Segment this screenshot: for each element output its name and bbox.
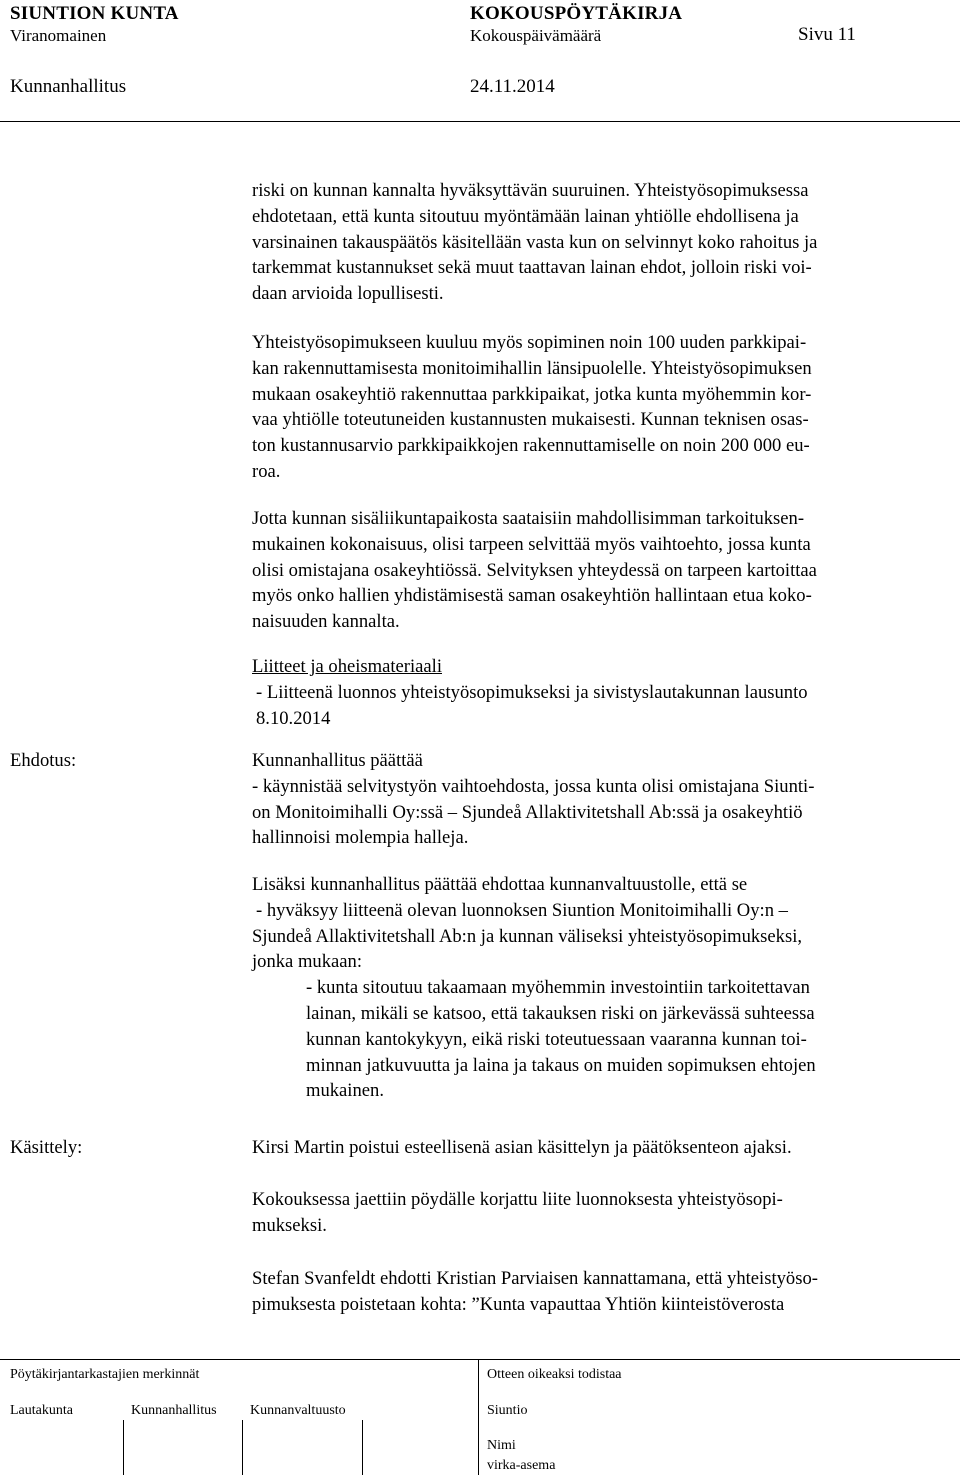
text-line: Yhteistyösopimukseen kuuluu myös sopiminen noin 100 uuden parkkipai-	[252, 332, 807, 353]
footer-body-council: Kunnanvaltuusto	[250, 1403, 346, 1418]
text-line: mukaan osakeyhtiö rakennuttaa parkkipaikat, jotka kunta myöhemmin kor-	[252, 383, 812, 405]
proposal-section	[252, 748, 952, 851]
text-line: Kirsi Martin poistui esteellisenä asian käsittelyn ja päätöksenteon ajaksi.	[252, 1137, 792, 1158]
attachments-title: Liitteet ja oheismateriaali	[252, 656, 442, 677]
page-number: Sivu 11	[798, 24, 856, 45]
text-line: olisi omistajana osakeyhtiössä. Selvityksen yhteydessä on tarpeen kartoittaa	[252, 559, 817, 581]
text-line: ton kustannusarvio parkkipaikkojen rakennuttamiselle on noin 200 000 eu-	[252, 435, 810, 457]
text-line: roa.	[252, 460, 281, 482]
organization-name: SIUNTION KUNTA	[10, 3, 179, 24]
text-line: kunnan kantokykyyn, eikä riski toteutuessaan vaaranna kunnan toi-	[306, 1028, 807, 1050]
meeting-date-value: 24.11.2014	[470, 76, 555, 97]
text-line: naisuuden kannalta.	[252, 611, 400, 633]
text-line: - käynnistää selvitystyön vaihtoehdosta, jossa kunta olisi omistajana Siunti-	[252, 775, 815, 797]
footer-cell-divider	[242, 1420, 243, 1475]
inspectors-notes-label: Pöytäkirjantarkastajien merkinnät	[10, 1367, 200, 1382]
handling-paragraph-3	[252, 1266, 952, 1318]
text-line: Jotta kunnan sisäliikuntapaikosta saataisiin mahdollisimman tarkoituksen-	[252, 508, 805, 529]
text-line: ehdotetaan, että kunta sitoutuu myöntämään lainan yhtiölle ehdollisena ja	[252, 205, 799, 227]
meeting-date-label: Kokouspäivämäärä	[470, 26, 602, 45]
text-line: pimuksesta poistetaan kohta: ”Kunta vapauttaa Yhtiön kiinteistöverosta	[252, 1293, 785, 1315]
footer-column-divider	[478, 1359, 479, 1475]
footer-body-municipal-board: Kunnanhallitus	[131, 1403, 217, 1418]
text-line: mukseksi.	[252, 1214, 327, 1236]
text-line: Stefan Svanfeldt ehdotti Kristian Parviaisen kannattamana, että yhteistyöso-	[252, 1268, 818, 1289]
text-line: tarkemmat kustannukset sekä muut taattavan lainan ehdot, jolloin riski voi-	[252, 257, 812, 279]
header-divider	[0, 121, 960, 122]
handling-label: Käsittely:	[10, 1137, 83, 1158]
footer-place: Siuntio	[487, 1403, 528, 1418]
footer-cell-divider	[362, 1420, 363, 1475]
text-line: kan rakennuttamisesta monitoimihallin länsipuolelle. Yhteistyösopimuksen	[252, 357, 812, 379]
text-line: jonka mukaan:	[252, 951, 362, 973]
text-line: daan arvioida lopullisesti.	[252, 283, 444, 305]
paragraph-parking	[252, 330, 952, 485]
handling-paragraph-1	[252, 1135, 952, 1161]
footer-body-board: Lautakunta	[10, 1403, 73, 1418]
footer-name-label: Nimi	[487, 1438, 516, 1453]
text-line: on Monitoimihalli Oy:ssä – Sjundeå Allaktivitetshall Ab:ssä ja osakeyhtiö	[252, 801, 803, 823]
authority-value: Kunnanhallitus	[10, 76, 127, 97]
text-line: - hyväksyy liitteenä olevan luonnoksen Siuntion Monitoimihalli Oy:n –	[256, 899, 788, 921]
proposal-label: Ehdotus:	[10, 750, 77, 771]
document-type: KOKOUSPÖYTÄKIRJA	[470, 3, 683, 24]
text-line: hallinnoisi molempia halleja.	[252, 827, 469, 849]
footer-divider	[0, 1359, 960, 1360]
text-line: Kunnanhallitus päättää	[252, 750, 423, 771]
text-line: mukainen kokonaisuus, olisi tarpeen selvittää myös vaihtoehto, jossa kunta	[252, 533, 811, 555]
text-line: minnan jatkuvuutta ja laina ja takaus on muiden sopimuksen ehtojen	[306, 1054, 816, 1076]
text-line: Sjundeå Allaktivitetshall Ab:n ja kunnan väliseksi yhteistyösopimukseksi,	[252, 925, 803, 947]
text-line: riski on kunnan kannalta hyväksyttävän suuruinen. Yhteistyösopimuksessa	[252, 180, 809, 201]
text-line: Kokouksessa jaettiin pöydälle korjattu liite luonnoksesta yhteistyösopi-	[252, 1189, 783, 1210]
handling-paragraph-2	[252, 1187, 952, 1239]
text-line: myös onko hallien yhdistämisestä saman osakeyhtiön hallintaan etua koko-	[252, 585, 812, 607]
attachments-section	[252, 654, 952, 731]
authority-label: Viranomainen	[10, 26, 107, 45]
attachment-item: - Liitteenä luonnos yhteistyösopimukseksi ja sivistyslautakunnan lausunto	[256, 681, 808, 703]
certified-copy-label: Otteen oikeaksi todistaa	[487, 1367, 622, 1382]
attachment-date: 8.10.2014	[256, 707, 331, 729]
text-line: varsinainen takauspäätös käsitellään vasta kun on selvinnyt koko rahoitus ja	[252, 231, 818, 253]
text-line: lainan, mikäli se katsoo, että takauksen riski on järkevässä suhteessa	[306, 1002, 815, 1024]
footer-title-label: virka-asema	[487, 1458, 556, 1473]
text-line: mukainen.	[306, 1080, 384, 1102]
proposal-council-section	[252, 872, 952, 1104]
text-line: vaa yhtiölle toteutuneiden kustannusten mukaisesti. Kunnan teknisen osas-	[252, 409, 809, 431]
paragraph-ownership	[252, 506, 952, 635]
text-line: - kunta sitoutuu takaamaan myöhemmin investointiin tarkoitettavan	[306, 977, 810, 999]
paragraph-risk	[252, 178, 952, 307]
text-line: Lisäksi kunnanhallitus päättää ehdottaa kunnanvaltuustolle, että se	[252, 874, 748, 895]
footer-cell-divider	[123, 1420, 124, 1475]
